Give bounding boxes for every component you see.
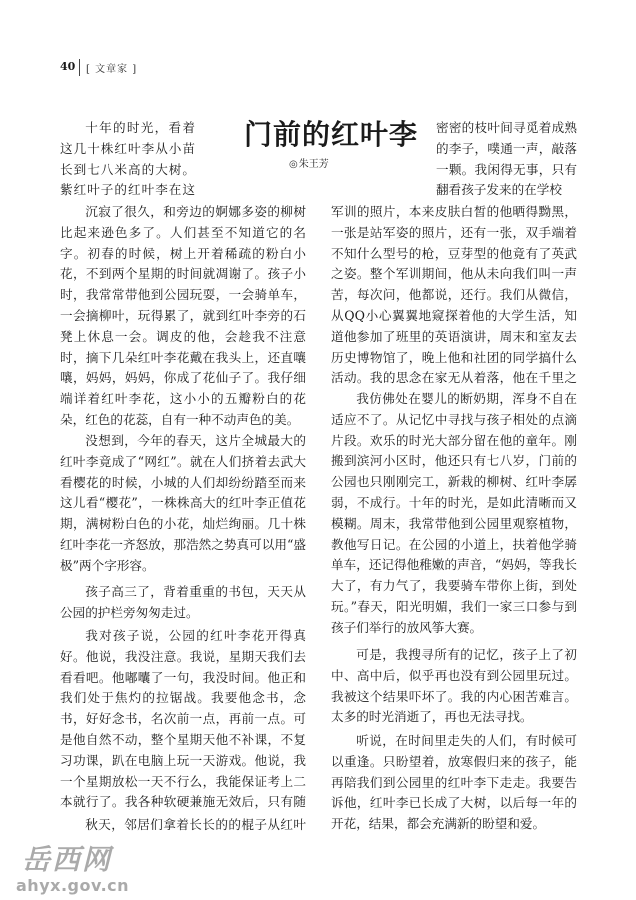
col1-intro-paragraph: 十年的时光，看着这几十株红叶李从小苗长到七八米高的大树。紫红叶子的红叶李在这 [60, 120, 195, 198]
page-number: 40 [60, 60, 76, 73]
author-name: 朱王芳 [298, 159, 329, 170]
col1-paragraph-2: 没想到，今年的春天，这片全城最大的红叶李竟成了“网红”。就在人们挤着去武大看樱花的时候，小城的人们却纷纷踏至而来这儿看“樱花”，一株株高大的红叶李正值花期，满树粉白色的小花，灿烂绚丽。几十株红叶李花一齐怒放，那浩然之势真可以用“盛极”两个字形容。 [60, 433, 306, 573]
col2-paragraph-2: 我仿佛处在婴儿的断奶期，浑身不自在适应不了。从记忆中寻找与孩子相处的点滴片段。欢乐的时光大部分留在他的童年。刚搬到滨河小区时，他还只有七八岁，门前的公园也只刚刚完工，新栽的柳树、红叶李孱弱，不成行。十年的时光，是如此清晰而又模糊。周末，我常带他到公园里观察植物，教他写日记。在公园的小道上，扶着他学骑单车，还记得他稚嫩的声音，“妈妈，等我长大了，有力气了，我要骑车带你上街，到处玩。”春天，阳光明媚，我们一家三口参与到孩子们举行的放风筝大赛。 [331, 391, 577, 635]
article-title: 门前的红叶李 [244, 118, 419, 151]
col1-paragraph-5: 秋天，邻居们拿着长长的的棍子从红叶 [85, 817, 306, 832]
col1-paragraph-3: 孩子高三了，背着重重的书包，天天从公园的护栏旁匆匆走过。 [60, 584, 306, 620]
section-label: [ 文章家 ] [86, 64, 138, 75]
col2-paragraph-4: 听说，在时间里走失的人们，有时候可以重逢。只盼望着，放寒假归来的孩子，能再陪我们到公园里的红叶李下走走。我要告诉他，红叶李已长成了大树，以后每一年的开花，结果，都会充满新的盼望和爱。 [331, 733, 577, 832]
watermark-url: ahyx.gov.cn [16, 876, 130, 895]
header-divider [79, 59, 80, 76]
col2-intro-paragraph: 密密的枝叶间寻觅着成熟的李子，噗通一声，敲落一颗。我闲得无事，只有翻看孩子发来的在学校 [436, 120, 577, 198]
author-mark-icon: ◎ [289, 159, 298, 170]
col2-paragraph-1: 军训的照片，本来皮肤白皙的他晒得黝黑，一张是站军姿的照片，还有一张，双手端着不知什么型号的枪，豆芽型的他竟有了英武之姿。整个军训期间，他从未向我们叫一声苦，每次问，他都说，还行。我们从微信，从QQ小心翼翼地窥探着他的大学生活，知道他参加了班里的英语演讲，周末和室友去历史博物馆了，晚上他和社团的同学搞什么活动。我的思念在家无从着落，他在千里之 [331, 204, 577, 386]
byline [289, 155, 329, 170]
col2-paragraph-3: 可是，我搜寻所有的记忆，孩子上了初中、高中后，似乎再也没有到公园里玩过。我被这个结果吓坏了。我的内心困苦难言。太多的时光消逝了，再也无法寻找。 [331, 647, 577, 725]
col1-paragraph-4: 我对孩子说，公园的红叶李花开得真好。他说，我没注意。我说，星期天我们去看看吧。他嘟囔了一句，我没时间。他正和我们处于焦灼的拉锯战。我要他念书，念书，好好念书，名次前一点，再前一点。可是他自然不动，整个星期天他不补课，不复习功课，趴在电脑上玩一天游戏。他说，我一个星期放松一天不行么，我能保证考上二本就行了。我各种软硬兼施无效后，只有随 [60, 628, 306, 810]
running-header [60, 60, 300, 76]
col1-paragraph-1: 沉寂了很久，和旁边的婀娜多姿的柳树比起来逊色多了。人们甚至不知道它的名字。初春的时候，树上开着稀疏的粉白小花，不到两个星期的时间就凋谢了。孩子小时，我常常带他到公园玩耍，一会骑单车，一会摘柳叶，玩得累了，就到红叶李旁的石凳上休息一会。调皮的他，会趁我不注意时，摘下几朵红叶李花戴在我头上，还直嚷嚷，妈妈，妈妈，你成了花仙子了。我仔细端详着红叶李花，这小小的五瓣粉白的花朵，红色的花蕊，自有一种不动声色的美。 [60, 204, 306, 427]
watermark-logo: 岳西网 [22, 843, 113, 876]
